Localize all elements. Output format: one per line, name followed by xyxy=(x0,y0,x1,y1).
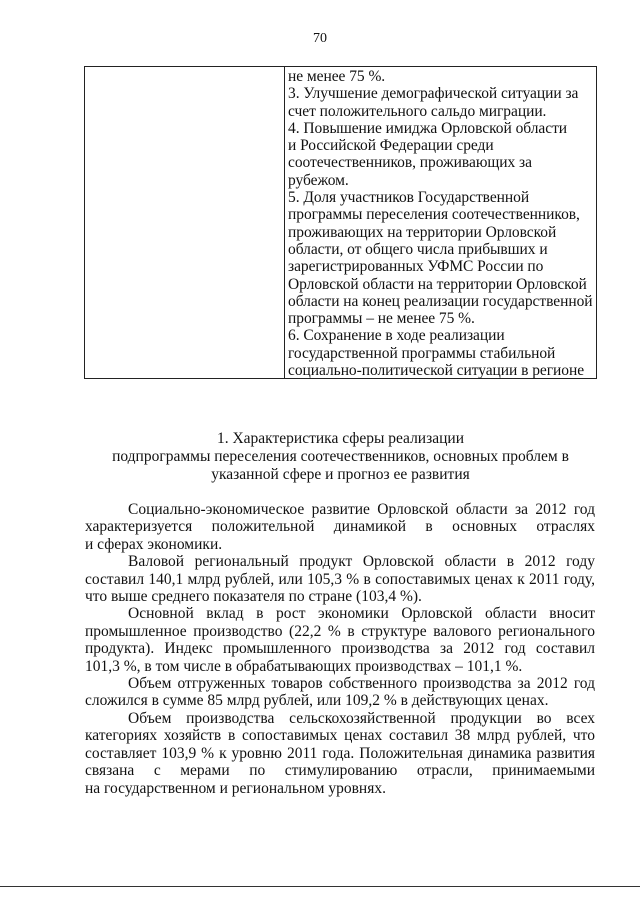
heading-line: указанной сфере и прогноз ее развития xyxy=(211,466,470,483)
table-cell-line: государственной программы стабильной xyxy=(288,344,556,362)
paragraph-line: Объем отгруженных товаров собственного производства за 2012 год xyxy=(128,675,595,693)
table-cell-line: Орловской области на территории Орловской xyxy=(288,275,587,293)
paragraph-line: Основной вклад в рост экономики Орловской области вносит xyxy=(128,605,595,623)
paragraph-line: категориях хозяйств в сопоставимых ценах составил 38 млрд рублей, что xyxy=(85,727,595,745)
indicators-table xyxy=(84,66,597,379)
table-cell-line: социально-политической ситуации в регионе xyxy=(288,362,585,380)
paragraph-line: составил 140,1 млрд рублей, или 105,3 % в сопоставимых ценах к 2011 году, xyxy=(85,570,595,588)
section-heading xyxy=(84,430,597,484)
paragraph-line: продукта). Индекс промышленного производства за 2012 год составил xyxy=(85,640,595,658)
paragraph-line: и сферах экономики. xyxy=(85,535,223,553)
table-cell-line: области, от общего числа прибывших и xyxy=(288,240,548,258)
table-cell-line: 3. Улучшение демографической ситуации за xyxy=(288,85,579,103)
table-cell-line: соотечественников, проживающих за xyxy=(288,154,532,172)
table-cell-line: и Российской Федерации среди xyxy=(288,137,494,155)
table-cell-line: 5. Доля участников Государственной xyxy=(288,189,530,207)
footer-rule xyxy=(0,886,640,887)
table-cell-line: не менее 75 %. xyxy=(288,68,386,85)
paragraph-line: что выше среднего показателя по стране (103,4 %). xyxy=(85,588,422,606)
table-cell-line: программы – не менее 75 %. xyxy=(288,310,475,328)
table-cell-line: рубежом. xyxy=(288,171,349,189)
paragraph-line: Объем производства сельскохозяйственной продукции во всех xyxy=(128,709,595,727)
paragraph-line: 101,3 %, в том числе в обрабатывающих производствах – 101,1 %. xyxy=(85,657,523,675)
paragraph-line: Валовой региональный продукт Орловской области в 2012 году xyxy=(128,553,595,571)
table-cell-line: 6. Сохранение в ходе реализации xyxy=(288,327,505,345)
paragraph-line: сложился в сумме 85 млрд рублей, или 109,2 % в действующих ценах. xyxy=(85,692,549,710)
page-number: 70 xyxy=(313,31,327,46)
paragraph-line: составляет 103,9 % к уровню 2011 года. Положительная динамика развития xyxy=(85,744,595,762)
table-right-cell xyxy=(288,68,592,379)
table-cell-line: проживающих на территории Орловской xyxy=(288,223,557,241)
paragraph-line: связана с мерами по стимулированию отрасли, принимаемыми xyxy=(85,762,595,780)
paragraph-line: на государственном и региональном уровнях. xyxy=(85,779,386,797)
table-left-cell xyxy=(85,67,285,378)
table-cell-line: 4. Повышение имиджа Орловской области xyxy=(288,119,568,137)
table-cell-line: зарегистрированных УФМС России по xyxy=(288,258,544,276)
heading-line: 1. Характеристика сферы реализации xyxy=(216,430,464,447)
table-cell-line: программы переселения соотечественников, xyxy=(288,206,580,224)
table-cell-line: счет положительного сальдо миграции. xyxy=(288,102,547,120)
heading-line: подпрограммы переселения соотечественников, основных проблем в xyxy=(112,448,569,465)
paragraph-line: Социально-экономическое развитие Орловской области за 2012 год xyxy=(128,501,595,518)
paragraph-line: характеризуется положительной динамикой в основных отраслях xyxy=(85,518,595,536)
paragraph-line: промышленное производство (22,2 % в структуре валового регионального xyxy=(85,622,595,640)
body-text xyxy=(85,501,595,797)
table-cell-line: области на конец реализации государственной xyxy=(288,292,593,310)
